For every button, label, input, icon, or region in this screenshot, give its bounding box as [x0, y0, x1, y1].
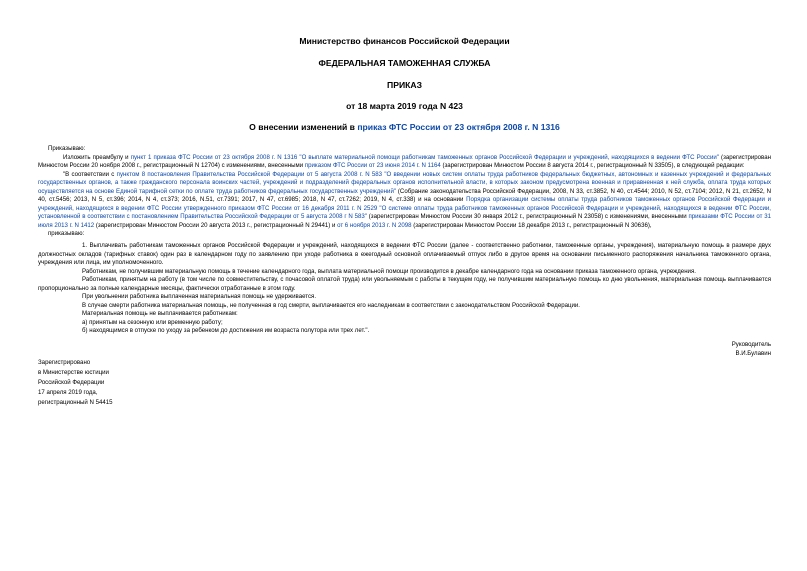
link-order-2529[interactable]: Порядка организации системы оплаты труда работников таможенных органов Российской Федерации и учреждений, находящихся в ведении ФТС России утвержденного приказом ФТС России от 16 декабря 2011 г. N 2529 "О системе оплаты труда работников таможенных органов Российской Федерации и учреждений, находящихся в ведении ФТС России, установленной в соответствии с постановлением Правительства Российской Федерации от 5 августа 2008 г N 583" [38, 196, 772, 221]
registration-block [38, 358, 771, 408]
text-run: Изложить преамбулу и [63, 153, 131, 161]
document-body [38, 145, 771, 336]
text-run: (зарегистрирован Минюстом России 20 августа 2013 г., регистрационный N 29441) и [94, 221, 338, 229]
registration-line: регистрационный N 54415 [38, 399, 113, 407]
link-order-2098[interactable]: от 6 ноября 2013 г. N 2098 [337, 221, 412, 229]
signature-name: В.И.Булавин [735, 350, 771, 358]
text-run: (зарегистрирован Минюстом России 30 января 2012 г., регистрационный N 23058) с изменениями, внесенными [366, 213, 689, 221]
doc-type-heading: ПРИКАЗ [387, 80, 422, 90]
paragraph-proportional-payment: Работникам, принятым на работу (в том числе по совместительству, с почасовой оплатой труда) или увольняемым с работы в текущем году, не получившим материальную помощь ко дню увольнения, материальная помощь выплачивается пропорционально за полные календарные месяцы, фактически отработанные в этом году. [38, 276, 771, 292]
paragraph-new-preamble [38, 171, 771, 231]
link-order-1164[interactable]: приказом ФТС России от 23 июня 2014 г. N 1164 [304, 162, 441, 170]
subject-prefix: О внесении изменений в [249, 122, 358, 132]
paragraph-death-case: В случае смерти работника материальная помощь, не полученная в год смерти, выплачивается его наследникам в соответствии с законодательством Российской Федерации. [82, 301, 580, 309]
text-run: (зарегистрирован Минюстом России 8 августа 2014 г., регистрационный N 33505), в следующей редакции: [440, 162, 745, 170]
ministry-heading: Министерство финансов Российской Федерации [299, 36, 510, 46]
registration-line: 17 апреля 2019 года, [38, 389, 98, 397]
paragraph-december-payment: Работникам, не получившим материальную помощь в течение календарного года, выплата материальной помощи производится в декабре календарного года на основании приказа таможенного органа, учреждения. [82, 267, 696, 275]
text-run: (Собрание законодательства Российской Федерации, 2008, N 33, ст.3852, N 40, ст.4544; 2010, N 52, ст.7104; 2012, N 21, ст.2652, N 40, ст.5456; 2013, N 5, ст.396; 2014, N 4, ст.373; 2016, N.51, ст.7391; 2017, N 47, ст.6985; 2018, N 47, ст.7262; 2019, N 4, ст.338) и на основании [38, 187, 771, 204]
link-order-1316[interactable]: пункт 1 приказа ФТС России от 23 октября 2008 г. N 1316 "О выплате материальной помощи работникам таможенных органов Российской Федерации и учреждений, находящихся в ведении ФТС России" [130, 153, 719, 161]
intro-paragraph: Приказываю: [48, 145, 86, 152]
service-heading: ФЕДЕРАЛЬНАЯ ТАМОЖЕННАЯ СЛУЖБА [318, 58, 491, 68]
registration-line: Российской Федерации [38, 379, 105, 387]
subject-link[interactable]: приказ ФТС России от 23 октября 2008 г. N 1316 [357, 122, 560, 132]
text-run: (зарегистрирован Минюстом России 20 ноября 2008 г., регистрационный N 12704) с изменениями, внесенными [38, 153, 771, 170]
subject-heading [38, 122, 771, 133]
paragraph-order-word: приказываю: [48, 230, 85, 238]
registration-line: в Министерстве юстиции [38, 369, 109, 377]
signature-position: Руководитель [731, 341, 771, 349]
paragraph-item-1: 1. Выплачивать работникам таможенных органов Российской Федерации и учреждений, находящихся в ведении ФТС России (далее - соответственно работники, таможенные органы, учреждения), материальную помощь в размере двух должностных окладов (тарифных ставок) один раз в календарном году по заявлению при уходе работника в ежегодный основной оплачиваемый отпуск либо в другое время на основании письменного распоряжения начальника таможенного органа, учреждения или лица, им уполномоченного. [38, 242, 771, 267]
paragraph-no-deduction: При увольнении работника выплаченная материальная помощь не удерживается. [82, 293, 317, 301]
registration-line: Зарегистрировано [38, 359, 91, 367]
link-order-1412[interactable]: приказами ФТС России от 31 июля 2013 г. N 1412 [38, 213, 772, 229]
paragraph-not-paid: Материальная помощь не выплачивается работникам: [82, 310, 238, 318]
paragraph-preamble-change [38, 154, 771, 171]
date-number-heading: от 18 марта 2019 года N 423 [346, 101, 463, 111]
link-resolution-583[interactable]: пунктом 8 постановления Правительства Российской Федерации от 5 августа 2008 г. N 583 "О введении новых систем оплаты труда работников федеральных бюджетных, автономных и казенных учреждений и федеральных государственных органов, а также гражданского персонала воинских частей, учреждений и подразделений федеральных органов исполнительной власти, в которых законом предусмотрена военная и приравненная к ней служба, оплата труда которых осуществляется на основе Единой тарифной сетки по оплате труда работников федеральных государственных учреждений" [38, 170, 771, 195]
paragraph-item-a: а) принятым на сезонную или временную работу; [82, 318, 223, 326]
document-page [38, 22, 771, 408]
text-run: (зарегистрирован Минюстом России 18 декабря 2013 г., регистрационный N 30636), [411, 221, 652, 229]
signature-block [38, 340, 771, 358]
text-run: "В соответствии с [63, 170, 117, 178]
paragraph-item-b: б) находящимся в отпуске по уходу за ребенком до достижения им возраста полутора или трех лет.". [82, 327, 370, 335]
